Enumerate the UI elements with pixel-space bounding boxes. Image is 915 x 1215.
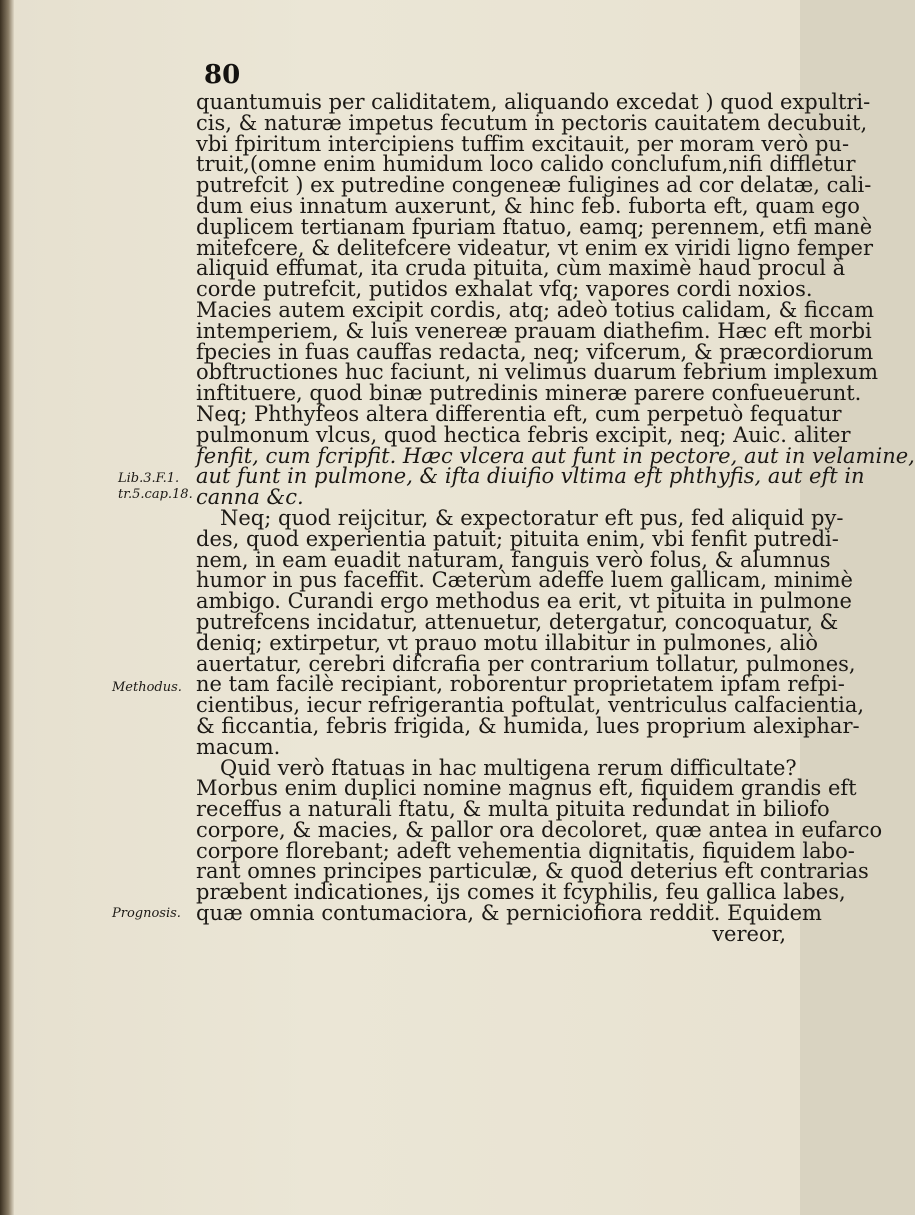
binding-shadow bbox=[0, 0, 14, 1215]
text-line: aliquid effumat, ita cruda pituita, cùm maximè haud procul à bbox=[196, 256, 846, 281]
catchword: vereor, bbox=[712, 921, 786, 946]
text-line: duplicem tertianam fpuriam ftatuo, eamq; perennem, etfi manè bbox=[196, 214, 873, 239]
text-line: corpore, & macies, & pallor ora decoloret, quæ antea in eufarco bbox=[196, 817, 883, 842]
text-line: Quid verò ftatuas in hac multigena rerum difficultate? bbox=[220, 755, 797, 780]
text-line: putrefcens incidatur, attenuetur, detergatur, concoquatur, & bbox=[196, 609, 839, 634]
text-line: des, quod experientia patuit; pituita enim, vbi fenfit putredi- bbox=[196, 526, 839, 551]
text-line: canna &c. bbox=[196, 485, 304, 510]
text-line: cis, & naturæ impetus fecutum in pectoris cauitatem decubuit, bbox=[196, 110, 868, 135]
text-line: intemperiem, & luis venereæ prauam diathefim. Hæc eft morbi bbox=[196, 318, 872, 343]
text-line: mitefcere, & delitefcere videatur, vt enim ex viridi ligno femper bbox=[196, 235, 874, 260]
text-line: rant omnes principes particulæ, & quod deterius eft contrarias bbox=[196, 859, 869, 884]
text-line: deniq; extirpetur, vt prauo motu illabitur in pulmones, aliò bbox=[196, 630, 819, 655]
text-line: corpore florebant; adeft vehementia dignitatis, fiquidem labo- bbox=[196, 838, 855, 863]
text-line: aut funt in pulmone, & ifta diuifio vltima eft phthyfis, aut eft in bbox=[196, 464, 865, 489]
margin-note-reference bbox=[118, 471, 193, 503]
text-line: ambigo. Curandi ergo methodus ea erit, vt pituita in pulmone bbox=[196, 589, 852, 614]
text-line: obftructiones huc faciunt, ni velimus duarum febrium implexum bbox=[196, 360, 879, 385]
text-line: & ficcantia, febris frigida, & humida, lues proprium alexiphar- bbox=[196, 713, 860, 738]
text-line: fpecies in fuas cauffas redacta, neq; vifcerum, & præcordiorum bbox=[196, 339, 874, 364]
text-line: humor in pus faceffit. Cæterùm adeffe luem gallicam, minimè bbox=[196, 568, 853, 593]
text-line: macum. bbox=[196, 734, 281, 759]
body-text bbox=[196, 90, 915, 946]
margin-note-line: Lib.3.F.1. bbox=[118, 471, 180, 486]
text-line: auertatur, cerebri difcrafia per contrarium tollatur, pulmones, bbox=[196, 651, 856, 676]
margin-note-methodus: Methodus. bbox=[112, 680, 182, 695]
text-line: corde putrefcit, putidos exhalat vfq; vapores cordi noxios. bbox=[196, 277, 813, 302]
text-line: inftituere, quod binæ putredinis mineræ parere confueuerunt. bbox=[196, 381, 862, 406]
text-line: pulmonum vlcus, quod hectica febris excipit, neq; Auic. aliter bbox=[196, 422, 851, 447]
page-number: 80 bbox=[204, 60, 241, 90]
text-line: præbent indicationes, ijs comes it fcyphilis, feu gallica labes, bbox=[196, 880, 846, 905]
margin-note-prognosis: Prognosis. bbox=[112, 906, 181, 921]
text-line: receffus a naturali ftatu, & multa pituita redundat in biliofo bbox=[196, 797, 830, 822]
text-line: dum eius innatum auxerunt, & hinc feb. fuborta eft, quam ego bbox=[196, 193, 860, 218]
text-line: fenfit, cum fcripfit. Hæc vlcera aut funt in pectore, aut in velamine, bbox=[196, 443, 915, 468]
text-line: quæ omnia contumaciora, & perniciofiora reddit. Equidem bbox=[196, 901, 822, 926]
text-line: Macies autem excipit cordis, atq; adeò totius calidam, & ficcam bbox=[196, 297, 874, 322]
text-line: ne tam facilè recipiant, roborentur proprietatem ipfam refpi- bbox=[196, 672, 845, 697]
text-line: nem, in eam euadit naturam, fanguis verò folus, & alumnus bbox=[196, 547, 831, 572]
text-line: putrefcit ) ex putredine congeneæ fuligines ad cor delatæ, cali- bbox=[196, 173, 872, 198]
margin-note-line: tr.5.cap.18. bbox=[118, 487, 193, 502]
text-line: Neq; Phthyfeos altera differentia eft, cum perpetuò fequatur bbox=[196, 401, 842, 426]
text-line: Morbus enim duplici nomine magnus eft, fiquidem grandis eft bbox=[196, 776, 857, 801]
text-line: truit,(omne enim humidum loco calido conclufum,nifi diffletur bbox=[196, 152, 856, 177]
text-line: quantumuis per caliditatem, aliquando excedat ) quod expultri- bbox=[196, 90, 871, 114]
text-line: cientibus, iecur refrigerantia poftulat, ventriculus calfacientia, bbox=[196, 693, 865, 718]
text-line: Neq; quod reijcitur, & expectoratur eft pus, fed aliquid py- bbox=[220, 505, 844, 530]
text-line: vbi fpiritum intercipiens tuffim excitauit, per moram verò pu- bbox=[196, 131, 850, 156]
